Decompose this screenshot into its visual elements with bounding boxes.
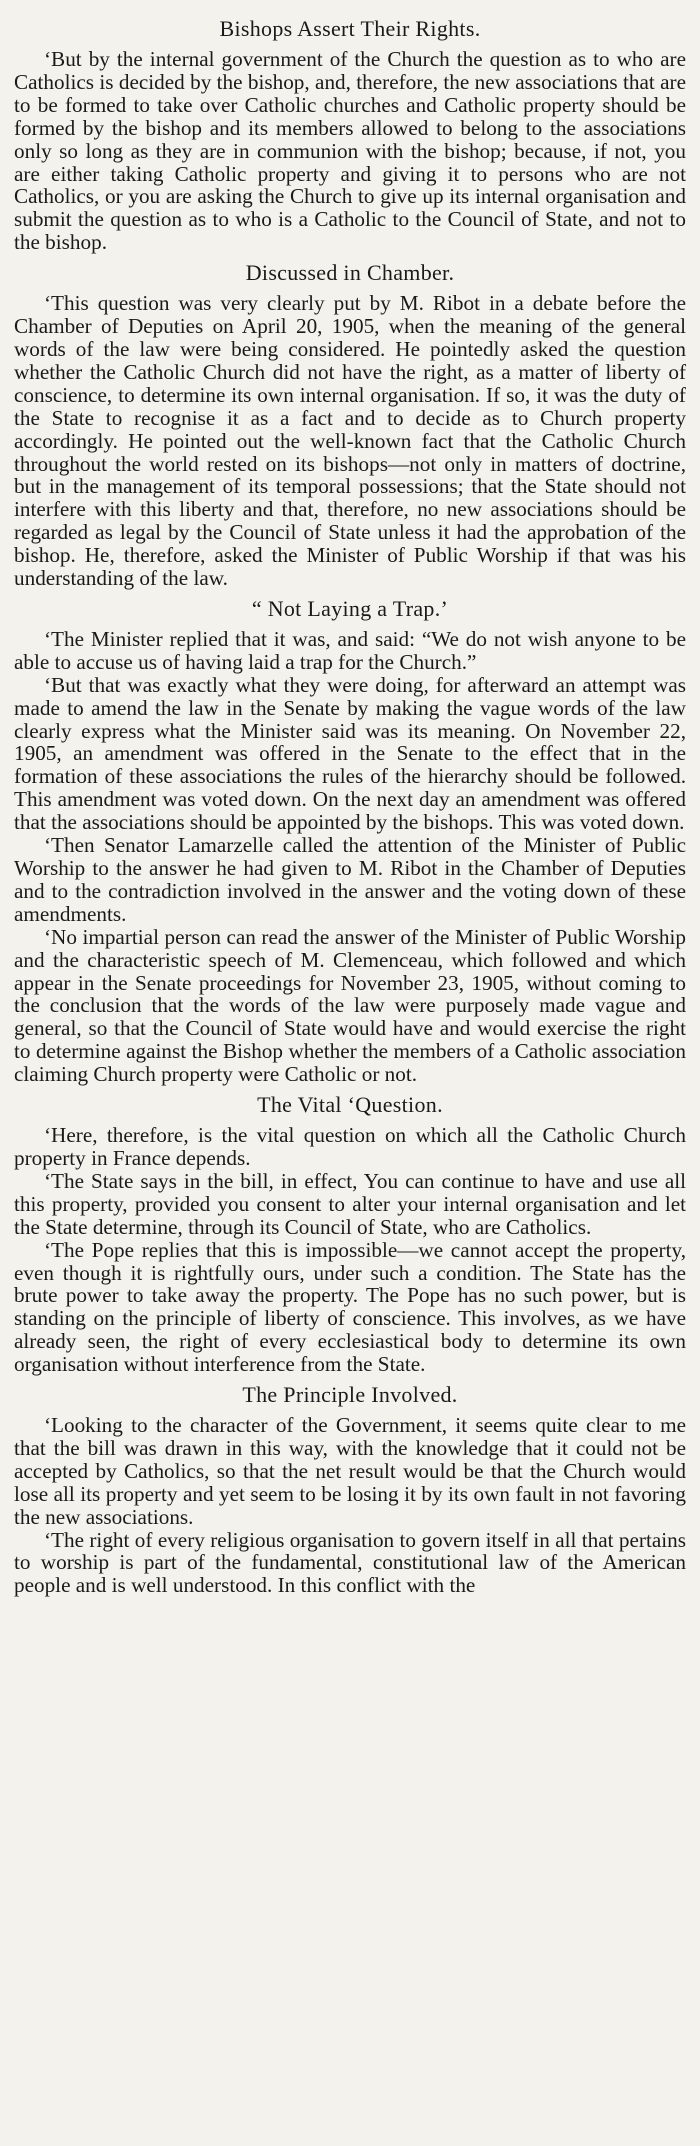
section-heading: The Principle Involved. [242, 1382, 458, 1408]
paragraph: ‘The Minister replied that it was, and said: “We do not wish anyone to be able to accuse us of having laid a trap for the Church.” [14, 626, 686, 674]
paragraph: ‘Here, therefore, is the vital question on which all the Catholic Church property in France depends. [14, 1123, 686, 1170]
section-vital-question [14, 1090, 686, 1376]
paragraph: ‘But that was exactly what they were doing, for afterward an attempt was made to amend the law in the Senate by making the vague words of the law clearly express what the Minister said was its meaning. On November 22, 1905, an amendment was offered in the Senate to the effect that in the formation of these associations the rules of the hierarchy should be followed. This amendment was voted down. On the next day an amendment was offered that the associations should be appointed by the bishops. This was voted down. [14, 672, 686, 835]
section-heading: Bishops Assert Their Rights. [219, 16, 481, 41]
paragraph: ‘But by the internal government of the Church the question as to who are Catholics is decided by the bishop, and, therefore, the new associations that are to be formed to take over Catholic churches and Catholic property should be formed by the bishop and its members allowed to belong to the associations only so long as they are in communion with the bishop; because, if not, you are either taking Catholic property and giving it to persons who are not Catholics, or you are asking the Church to give up its internal organisation and submit the question as to who is a Catholic to the Council of State, and not to the bishop. [14, 47, 686, 255]
paragraph: ‘No impartial person can read the answer of the Minister of Public Worship and the characteristic speech of M. Clemenceau, which followed and which appear in the Senate proceedings for November 23, 1905, without coming to the conclusion that the words of the law were purposely made vague and general, so that the Council of State would have and would exercise the right to determine against the Bishop whether the members of a Catholic association claiming Church property were Catholic or not. [14, 924, 686, 1087]
paragraph: ‘The Pope replies that this is impossible—we cannot accept the property, even though it is rightfully ours, under such a condition. The State has the brute power to take away the property. The Pope has no such power, but is standing on the principle of liberty of conscience. This involves, as we have already seen, the right of every ecclesiastical body to determine its own organisation without interference from the State. [14, 1237, 686, 1377]
section-principle-involved [14, 1380, 686, 1597]
section-heading: “ Not Laying a Trap.’ [251, 595, 449, 621]
section-discussed-in-chamber [14, 258, 686, 590]
section-not-laying-a-trap [14, 594, 686, 1086]
paragraph: ‘The right of every religious organisation to govern itself in all that pertains to worship is part of the fundamental, constitutional law of the American people and is well understood. In this conflict with the [14, 1527, 686, 1598]
paragraph: ‘This question was very clearly put by M. Ribot in a debate before the Chamber of Deputies on April 20, 1905, when the meaning of the general words of the law were being considered. He pointedly asked the question whether the Catholic Church did not have the right, as a matter of liberty of conscience, to determine its own internal organisation. If so, it was the duty of the State to recognise it as a fact and to decide as to Church property accordingly. He pointed out the well-known fact that the Catholic Church throughout the world rested on its bishops—not only in matters of doctrine, but in the management of its temporal possessions; that the State should not interfere with this liberty and that, therefore, no new associations should be regarded as legal by the Council of State unless it had the approbation of the bishop. He, therefore, asked the Minister of Public Worship if that was his understanding of the law. [14, 291, 686, 591]
paragraph: ‘Then Senator Lamarzelle called the attention of the Minister of Public Worship to the answer he had given to M. Ribot in the Chamber of Deputies and to the contradiction involved in the answer and the voting down of these amendments. [14, 833, 686, 926]
section-heading: The Vital ‘Question. [257, 1092, 443, 1118]
paragraph: ‘The State says in the bill, in effect, You can continue to have and use all this property, provided you consent to alter your internal organisation and let the State determine, through its Council of State, who are Catholics. [14, 1168, 686, 1239]
section-heading: Discussed in Chamber. [245, 260, 455, 286]
section-bishops-assert [14, 14, 686, 254]
paragraph: ‘Looking to the character of the Government, it seems quite clear to me that the bill was drawn in this way, with the knowledge that it could not be accepted by Catholics, so that the net result would be that the Church would lose all its property and yet seem to be losing it by its own fault in not favoring the new associations. [14, 1413, 686, 1529]
